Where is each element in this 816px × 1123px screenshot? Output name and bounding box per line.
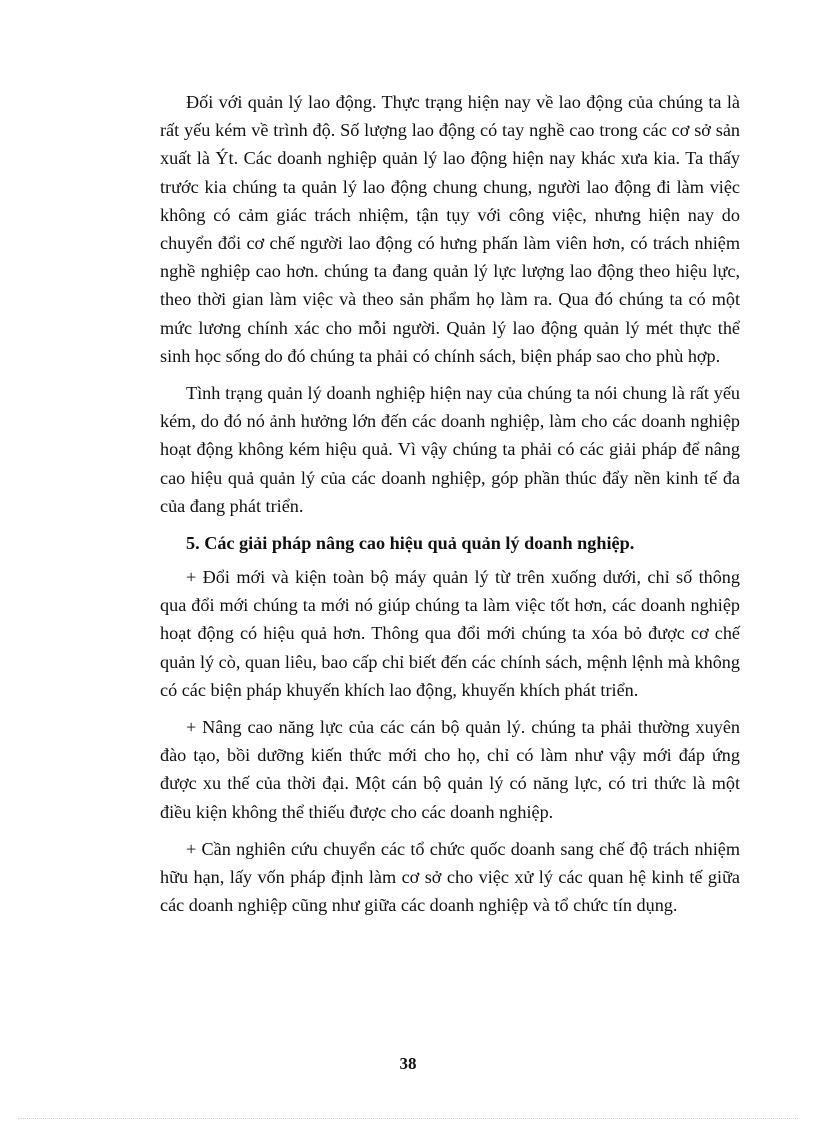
paragraph-labor-management: Đối với quản lý lao động. Thực trạng hiện nay về lao động của chúng ta là rất yếu kém về trình độ. Số lượng lao động có tay nghề cao trong các cơ sở sản xuất là Ýt. Các doanh nghiệp quản lý lao động hiện nay khác xưa kia. Ta thấy trước kia chúng ta quản lý lao động chung chung, người lao động đi làm việc không có cảm giác trách nhiệm, tận tụy với công việc, nhưng hiện nay do chuyển đổi cơ chế người lao động có hưng phấn làm viên hơn, có trách nhiệm nghề nghiệp cao hơn. chúng ta đang quản lý lực lượng lao động theo hiệu lực, theo thời gian làm việc và theo sản phẩm họ làm ra. Qua đó chúng ta có một mức lương chính xác cho mỗi người. Quản lý lao động quản lý mét thực thể sinh học sống do đó chúng ta phải có chính sách, biện pháp sao cho phù hợp. [160,92,740,366]
solution-item-3: + Cần nghiên cứu chuyển các tổ chức quốc doanh sang chế độ trách nhiệm hữu hạn, lấy vốn pháp định làm cơ sở cho việc xử lý các quan hệ kinh tế giữa các doanh nghiệp cũng như giữa các doanh nghiệp và tổ chức tín dụng. [160,838,740,916]
paragraph-enterprise-status: Tình trạng quản lý doanh nghiệp hiện nay của chúng ta nói chung là rất yếu kém, do đó nó ảnh hưởng lớn đến các doanh nghiệp, làm cho các doanh nghiệp hoạt động không kém hiệu quả. Vì vậy chúng ta phải có các giải pháp để nâng cao hiệu quả quản lý của các doanh nghiệp, góp phần thúc đẩy nền kinh tế đa của đang phát triển. [160,383,740,516]
page-content [160,88,740,928]
page-number: 38 [399,1054,417,1073]
page-bottom-divider [18,1118,798,1119]
section-heading: 5. Các giải pháp nâng cao hiệu quả quản lý doanh nghiệp. [186,533,635,554]
solution-item-2: + Nâng cao năng lực của các cán bộ quản lý. chúng ta phải thường xuyên đào tạo, bồi dưỡng kiến thức mới cho họ, chỉ có làm như vậy mới đáp ứng được xu thế của thời đại. Một cán bộ quản lý có năng lực, có tri thức là một điều kiện không thể thiếu được cho các doanh nghiệp. [160,717,740,822]
solution-item-1: + Đổi mới và kiện toàn bộ máy quản lý từ trên xuống dưới, chỉ số thông qua đổi mới chúng ta mới nó giúp chúng ta làm việc tốt hơn, các doanh nghiệp hoạt động có hiệu quả hơn. Thông qua đổi mới chúng ta xóa bỏ được cơ chế quản lý cò, quan liêu, bao cấp chỉ biết đến các chính sách, mệnh lệnh mà không có các biện pháp khuyến khích lao động, khuyến khích phát triển. [160,567,740,700]
